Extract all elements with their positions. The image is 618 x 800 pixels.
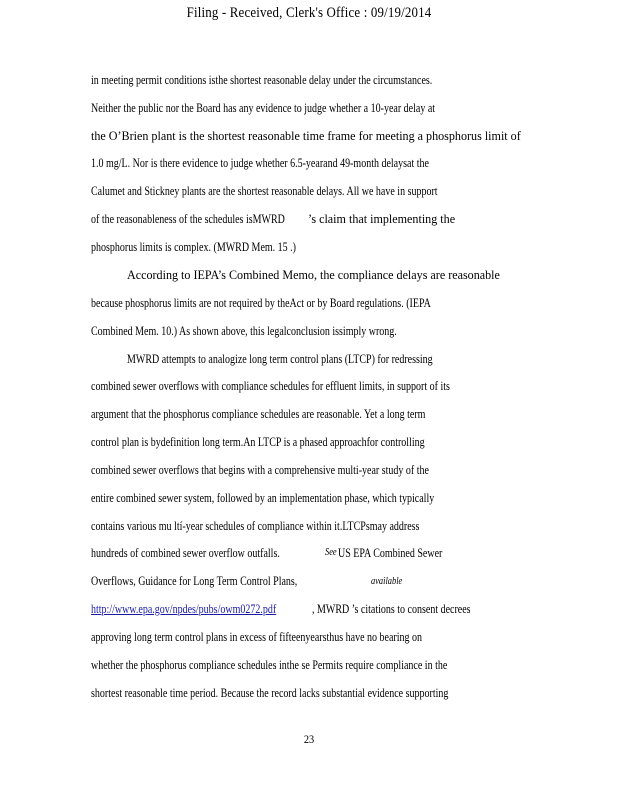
body-line: control plan is bydefinition long term.An LTCP is a phased approachfor controlling	[91, 435, 425, 449]
paragraph-first-line: According to IEPA’s Combined Memo, the compliance delays are reasonable	[127, 267, 500, 282]
body-line: of the reasonableness of the schedules isMWRD	[91, 212, 285, 226]
filing-header: Filing - Received, Clerk's Office : 09/19/2014	[186, 5, 432, 21]
citation-available: available	[371, 576, 403, 587]
body-line-continuation: ’s claim that implementing the	[308, 211, 456, 226]
body-line: because phosphorus limits are not required by theAct or by Board regulations. (IEPA	[91, 296, 431, 310]
body-line: phosphorus limits is complex. (MWRD Mem. 15 .)	[91, 240, 296, 254]
body-line: Overflows, Guidance for Long Term Control Plans,	[91, 574, 298, 588]
body-line: Combined Mem. 10.) As shown above, this legalconclusion issimply wrong.	[91, 324, 397, 338]
body-line: entire combined sewer system, followed by an implementation phase, which typically	[91, 491, 435, 505]
body-line: Neither the public nor the Board has any evidence to judge whether a 10-year delay at	[91, 101, 436, 115]
body-line: hundreds of combined sewer overflow outfalls.	[91, 546, 280, 560]
body-line-continuation: , MWRD ’s citations to consent decrees	[312, 602, 471, 616]
paragraph-first-line: MWRD attempts to analogize long term control plans (LTCP) for redressing	[127, 352, 433, 366]
body-line: Calumet and Stickney plants are the shortest reasonable delays. All we have in support	[91, 184, 438, 198]
body-line: shortest reasonable time period. Because the record lacks substantial evidence supporting	[91, 686, 449, 700]
body-line: combined sewer overflows with compliance schedules for effluent limits, in support of its	[91, 379, 450, 393]
body-line: whether the phosphorus compliance schedules inthe se Permits require compliance in the	[91, 658, 448, 672]
page-number: 23	[303, 734, 315, 746]
body-line: in meeting permit conditions isthe shortest reasonable delay under the circumstances.	[91, 73, 433, 87]
body-line: combined sewer overflows that begins with a comprehensive multi-year study of the	[91, 463, 429, 477]
body-line: argument that the phosphorus compliance schedules are reasonable. Yet a long term	[91, 407, 426, 421]
citation-signal: See	[325, 547, 337, 558]
epa-guidance-link[interactable]: http://www.epa.gov/npdes/pubs/owm0272.pdf	[91, 602, 277, 616]
body-line: the O’Brien plant is the shortest reasonable time frame for meeting a phosphorus limit of	[91, 128, 521, 143]
body-line: approving long term control plans in excess of fifteenyearsthus have no bearing on	[91, 630, 423, 644]
body-line: contains various mu ltí-year schedules of compliance within it.LTCPsmay address	[91, 519, 420, 533]
body-line-continuation: US EPA Combined Sewer	[338, 546, 443, 560]
body-line: 1.0 mg/L. Nor is there evidence to judge whether 6.5-yearand 49-month delaysat the	[91, 156, 429, 170]
